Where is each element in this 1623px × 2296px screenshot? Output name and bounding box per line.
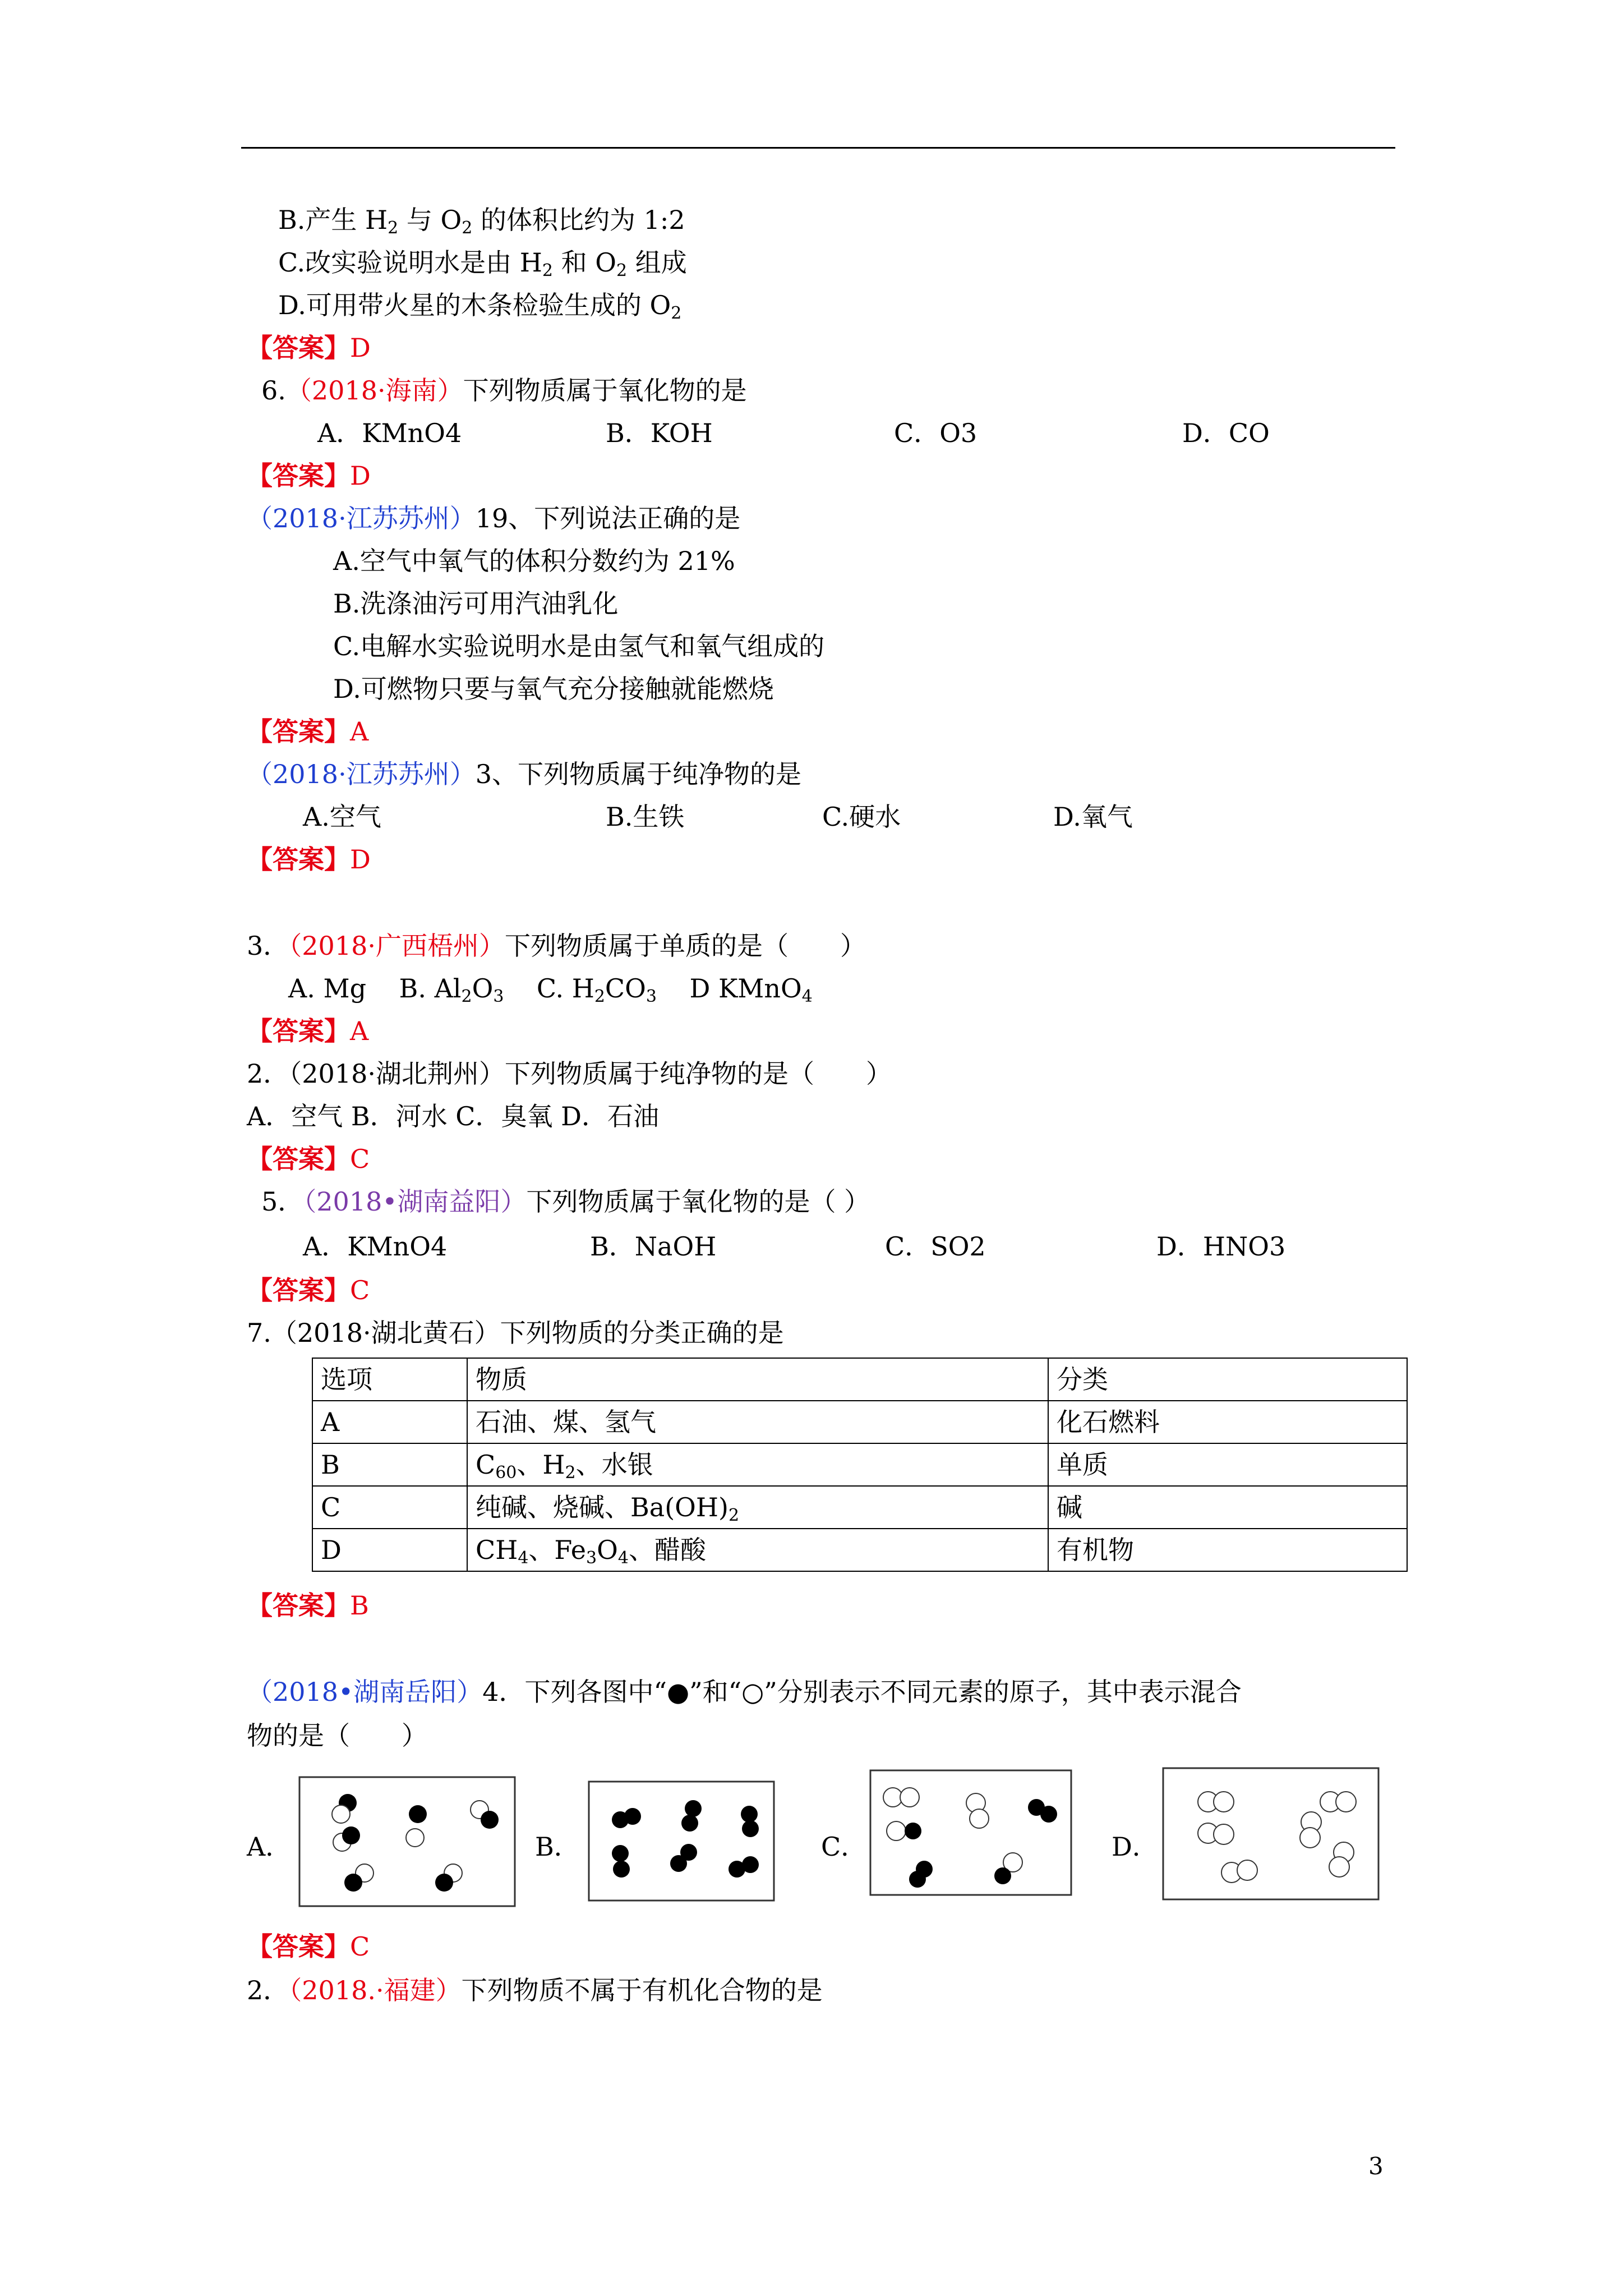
q-electrolysis-option-c: C.改实验说明水是由 $H_2$ 和 $O_2$ 组成	[278, 247, 687, 280]
table-cell: D	[312, 1529, 467, 1571]
q-electrolysis-option-d: D.可用带火星的木条检验生成的 $O_2$	[278, 290, 682, 323]
q-suzhou3-option-b: B.生铁	[606, 802, 685, 832]
q-suzhou19-option-a: A.空气中氧气的体积分数约为 21%	[333, 546, 735, 576]
table-cell: B	[312, 1443, 467, 1486]
q-hainan-option-d: D．CO	[1182, 418, 1270, 448]
table-cell: 有机物	[1048, 1529, 1407, 1571]
figure-label-d: D．	[1112, 1832, 1158, 1862]
answer-suzhou3: 【答案】D	[247, 844, 371, 875]
figure-label-a: A．	[247, 1832, 292, 1862]
answer-suzhou19: 【答案】A	[247, 716, 369, 747]
table-cell: 纯碱、烧碱、$Ba(OH)_2$	[467, 1486, 1048, 1529]
q-jingzhou-options: A．空气 B．河水 C．臭氧 D．石油	[247, 1101, 659, 1131]
q-yiyang-option-c: C．SO2	[885, 1231, 986, 1262]
answer-yueyang: 【答案】C	[247, 1931, 370, 1962]
molecule-figure-a	[297, 1775, 517, 1910]
q-suzhou3-option-d: D.氧气	[1053, 802, 1133, 832]
answer-yiyang: 【答案】C	[247, 1275, 370, 1305]
q-yueyang-stem-cont: 物的是（ ）	[247, 1720, 427, 1751]
table-cell: C	[312, 1486, 467, 1529]
q-fujian-stem: 2．（2018.·福建）下列物质不属于有机化合物的是	[247, 1975, 823, 2005]
table-cell: 石油、煤、氢气	[467, 1401, 1048, 1443]
answer-jingzhou: 【答案】C	[247, 1144, 370, 1174]
molecule-figure-c	[868, 1768, 1073, 1897]
q-yiyang-stem: 5．（2018•湖南益阳）下列物质属于氧化物的是（ ）	[261, 1186, 870, 1217]
q-yueyang-stem: （2018•湖南岳阳）4．下列各图中“●”和“○”分别表示不同元素的原子，其中表示混合	[247, 1677, 1242, 1707]
figure-label-b: B．	[535, 1832, 580, 1862]
table-row	[312, 1358, 1407, 1401]
table-row	[312, 1443, 1407, 1486]
table-cell: A	[312, 1401, 467, 1443]
q-yiyang-option-a: A．KMnO4	[303, 1231, 448, 1262]
table-cell: $CH_4$、$Fe_3O_4$、醋酸	[467, 1529, 1048, 1571]
q-hainan-stem: 6.（2018·海南）下列物质属于氧化物的是	[261, 375, 747, 406]
table-header-substance: 物质	[467, 1358, 1048, 1401]
classification-table	[312, 1358, 1408, 1572]
q-suzhou3-option-c: C.硬水	[822, 802, 901, 832]
answer-hainan: 【答案】D	[247, 461, 371, 491]
q-wuzhou-stem: 3．（2018·广西梧州）下列物质属于单质的是（ ）	[247, 931, 866, 961]
q-electrolysis-option-b: B.产生 $H_2$ 与 $O_2$ 的体积比约为 1:2	[278, 205, 685, 238]
table-cell: 化石燃料	[1048, 1401, 1407, 1443]
q-wuzhou-options: A. Mg B. $Al_2O_3$ C. $H_2CO_3$ D KMnO$_4$	[288, 973, 813, 1006]
figure-label-c: C．	[821, 1832, 867, 1862]
answer-huangshi: 【答案】B	[247, 1590, 369, 1621]
table-cell: 碱	[1048, 1486, 1407, 1529]
q-suzhou19-option-b: B.洗涤油污可用汽油乳化	[333, 588, 619, 619]
q-suzhou3-option-a: A.空气	[303, 802, 381, 832]
table-row	[312, 1401, 1407, 1443]
q-huangshi-stem: 7.（2018·湖北黄石）下列物质的分类正确的是	[247, 1318, 784, 1348]
table-header-class: 分类	[1048, 1358, 1407, 1401]
q-hainan-option-c: C．O3	[894, 418, 978, 448]
q-suzhou19-stem: （2018·江苏苏州）19、下列说法正确的是	[247, 503, 741, 533]
table-header-option: 选项	[312, 1358, 467, 1401]
q-yiyang-option-b: B．NaOH	[590, 1231, 717, 1262]
q-suzhou19-option-d: D.可燃物只要与氧气充分接触就能燃烧	[333, 674, 774, 704]
q-suzhou3-stem: （2018·江苏苏州）3、下列物质属于纯净物的是	[247, 759, 801, 789]
answer-electrolysis: 【答案】D	[247, 333, 371, 363]
molecule-figure-d	[1161, 1766, 1381, 1903]
q-suzhou19-option-c: C.电解水实验说明水是由氢气和氧气组成的	[333, 631, 825, 661]
q-hainan-option-a: A．KMnO4	[317, 418, 462, 448]
header-rule	[241, 147, 1395, 149]
answer-wuzhou: 【答案】A	[247, 1016, 369, 1046]
table-cell: $C_{60}$、$H_2$、水银	[467, 1443, 1048, 1486]
table-cell: 单质	[1048, 1443, 1407, 1486]
q-hainan-option-b: B．KOH	[606, 418, 713, 448]
q-jingzhou-stem: 2．（2018·湖北荆州）下列物质属于纯净物的是（ ）	[247, 1059, 892, 1089]
table-row	[312, 1529, 1407, 1571]
q-yiyang-option-d: D．HNO3	[1156, 1231, 1286, 1262]
molecule-figure-b	[587, 1779, 776, 1904]
table-row	[312, 1486, 1407, 1529]
page-number: 3	[1368, 2152, 1384, 2180]
